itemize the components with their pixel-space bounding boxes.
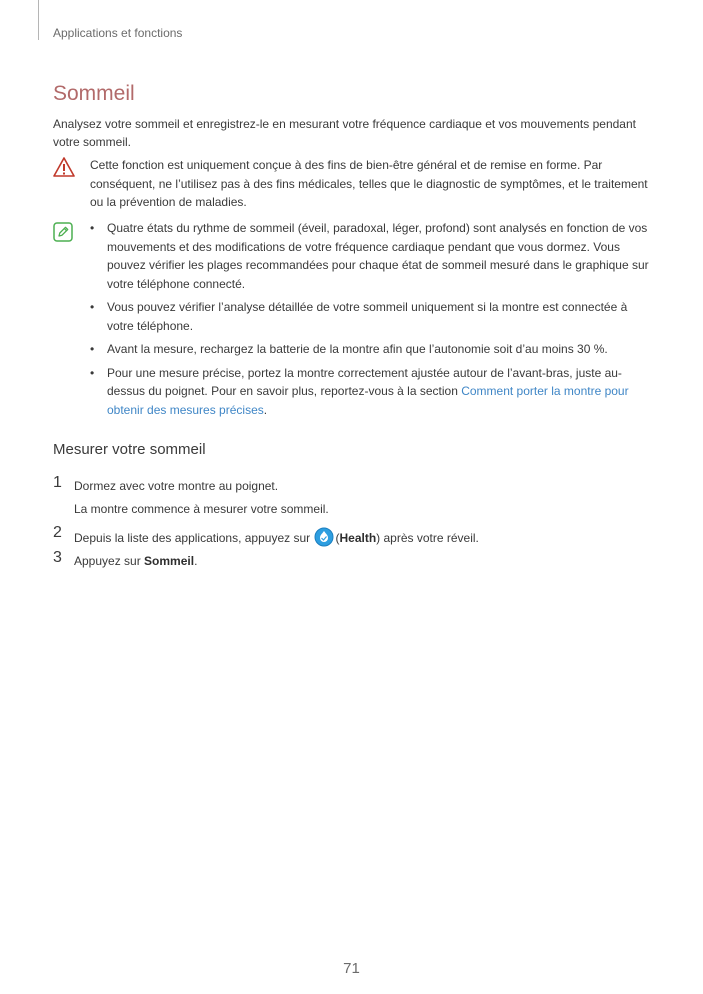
step-number: 1	[53, 474, 62, 491]
header-rule	[38, 0, 39, 40]
step-text: Dormez avec votre montre au poignet.	[74, 479, 279, 493]
intro-paragraph: Analysez votre sommeil et enregistrez-le en mesurant votre fréquence cardiaque et vos mouvements pendant votre sommeil.	[53, 117, 636, 149]
health-app-icon[interactable]	[314, 527, 334, 547]
wear-watch-link[interactable]: Comment porter la montre pour obtenir des mesures précises	[107, 384, 629, 417]
header-section-title: Applications et fonctions	[53, 26, 183, 40]
page-number: 71	[343, 960, 360, 977]
warning-text: Cette fonction est uniquement conçue à des fins de bien-être général et de remise en forme. Par conséquent, ne l’utilisez pas à des fins médicales, telles que le diagnostic de symptômes, et le traitement ou la prévention de maladies.	[90, 158, 648, 209]
warning-triangle-icon	[53, 156, 75, 178]
sleep-menu-item: Sommeil	[144, 554, 195, 568]
section-title: Mesurer votre sommeil	[53, 441, 206, 458]
page-title: Sommeil	[53, 82, 135, 105]
health-app-name: Health	[339, 531, 377, 545]
list-item: • Avant la mesure, rechargez la batterie de la montre afin que l’autonomie soit d’au moins 30 %.	[90, 342, 608, 356]
step-number: 3	[53, 549, 62, 566]
list-item: • Quatre états du rythme de sommeil (éveil, paradoxal, léger, profond) sont analysés en fonction de vos mouvements et des modifications de votre fréquence cardiaque pendant que vous dormez. Vous pouvez vérifier les plages recommandées pour chaque état de sommeil mesuré dans le graphique sur votre téléphone connecté.	[90, 221, 649, 291]
list-item: • Vous pouvez vérifier l’analyse détaillée de votre sommeil uniquement si la montre est connectée à votre téléphone.	[90, 300, 628, 333]
list-item: • Pour une mesure précise, portez la montre correctement ajustée autour de l’avant-bras, juste au-dessus du poignet. Pour en savoir plus, reportez-vous à la section Comment porter la montre pour obtenir des mesures précises.	[90, 365, 629, 417]
note-pencil-icon	[53, 222, 75, 244]
step-subtext: La montre commence à mesurer votre sommeil.	[74, 502, 329, 516]
note-bullet-list	[90, 219, 653, 419]
note-body	[90, 219, 653, 424]
step-number: 2	[53, 524, 62, 541]
